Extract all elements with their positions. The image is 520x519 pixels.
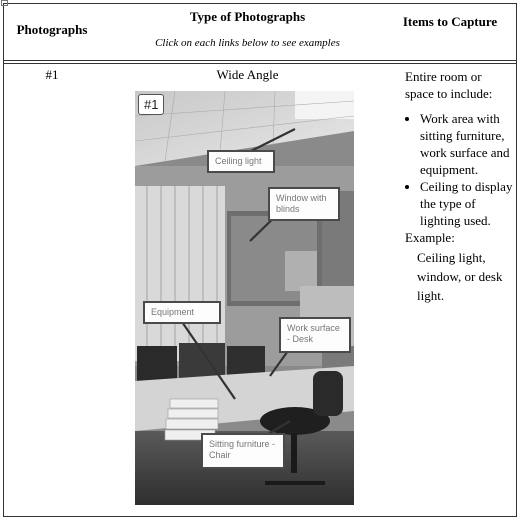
items-bullet-list bbox=[405, 110, 513, 229]
list-item: • Work area with sitting furniture, work surface and equipment. bbox=[420, 110, 513, 178]
example-label: Example: bbox=[405, 230, 455, 245]
callout-sitting-furniture: Sitting furniture - Chair bbox=[201, 433, 285, 469]
header-photographs: Photographs bbox=[16, 22, 88, 37]
row-type-link[interactable]: Wide Angle bbox=[216, 67, 279, 82]
list-item: • Ceiling to display the type of lighting used. bbox=[420, 178, 513, 229]
row-items-to-capture bbox=[405, 68, 513, 305]
photo-badge: #1 bbox=[138, 94, 164, 115]
header-rule-top bbox=[4, 60, 516, 61]
example-photo[interactable] bbox=[135, 91, 354, 505]
items-intro: Entire room or space to include: bbox=[405, 69, 493, 101]
corner-marker bbox=[1, 0, 8, 6]
callout-ceiling-light: Ceiling light bbox=[207, 150, 275, 173]
header-type-of-photographs: Type of Photographs bbox=[189, 9, 306, 24]
callout-work-surface: Work surface - Desk bbox=[279, 317, 351, 353]
row-number: #1 bbox=[45, 67, 59, 82]
header-items-to-capture: Items to Capture bbox=[402, 14, 498, 29]
callout-equipment: Equipment bbox=[143, 301, 221, 324]
header-rule-bottom bbox=[4, 63, 516, 64]
example-text: Ceiling light, window, or desk light. bbox=[417, 250, 503, 303]
header-type-subtitle: Click on each links below to see examples bbox=[155, 37, 340, 49]
callout-window-with-blinds: Window with blinds bbox=[268, 187, 340, 221]
